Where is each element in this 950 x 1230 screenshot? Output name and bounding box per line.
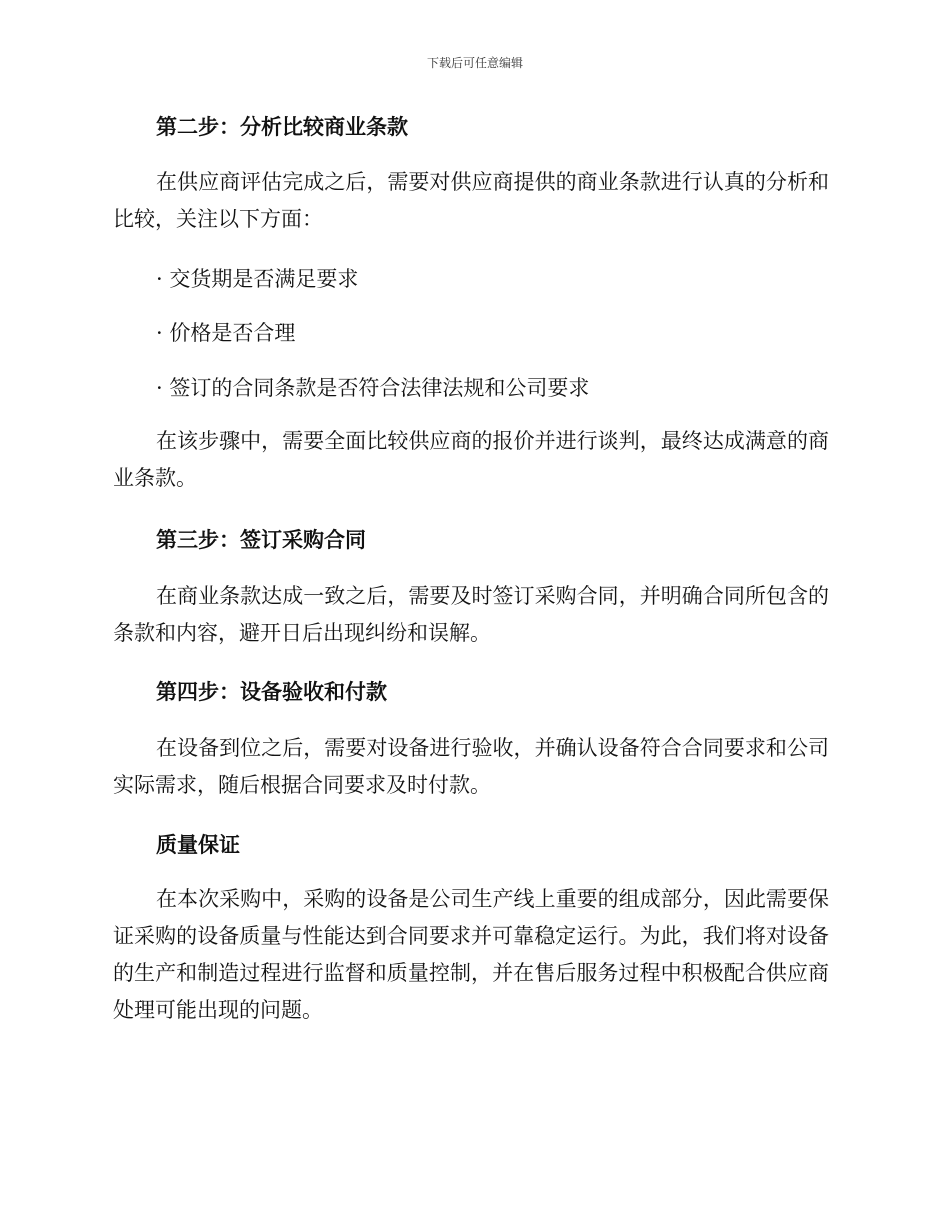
- step3-heading: 第三步：签订采购合同: [156, 528, 366, 552]
- step2-conclusion: 在该步骤中，需要全面比较供应商的报价并进行谈判，最终达成满意的商业条款。: [113, 429, 829, 490]
- step2-bullet-contract: · 签订的合同条款是否符合法律法规和公司要求: [156, 376, 590, 400]
- step2-intro: 在供应商评估完成之后，需要对供应商提供的商业条款进行认真的分析和比较，关注以下方面：: [113, 170, 829, 231]
- step3-body: 在商业条款达成一致之后，需要及时签订采购合同，并明确合同所包含的条款和内容，避开日后出现纠纷和误解。: [113, 584, 829, 645]
- step2-bullet-delivery: · 交货期是否满足要求: [156, 267, 359, 291]
- step2-bullet-price: · 价格是否合理: [156, 321, 296, 345]
- page-header: 下载后可任意编辑: [426, 56, 523, 70]
- quality-heading: 质量保证: [156, 833, 240, 857]
- step4-heading: 第四步：设备验收和付款: [156, 680, 387, 704]
- step4-body: 在设备到位之后，需要对设备进行验收，并确认设备符合合同要求和公司实际需求，随后根据合同要求及时付款。: [113, 736, 829, 797]
- step2-heading: 第二步：分析比较商业条款: [156, 115, 408, 139]
- quality-body: 在本次采购中，采购的设备是公司生产线上重要的组成部分，因此需要保证采购的设备质量与性能达到合同要求并可靠稳定运行。为此，我们将对设备的生产和制造过程进行监督和质量控制，并在售后服务过程中积极配合供应商处理可能出现的问题。: [113, 887, 829, 1022]
